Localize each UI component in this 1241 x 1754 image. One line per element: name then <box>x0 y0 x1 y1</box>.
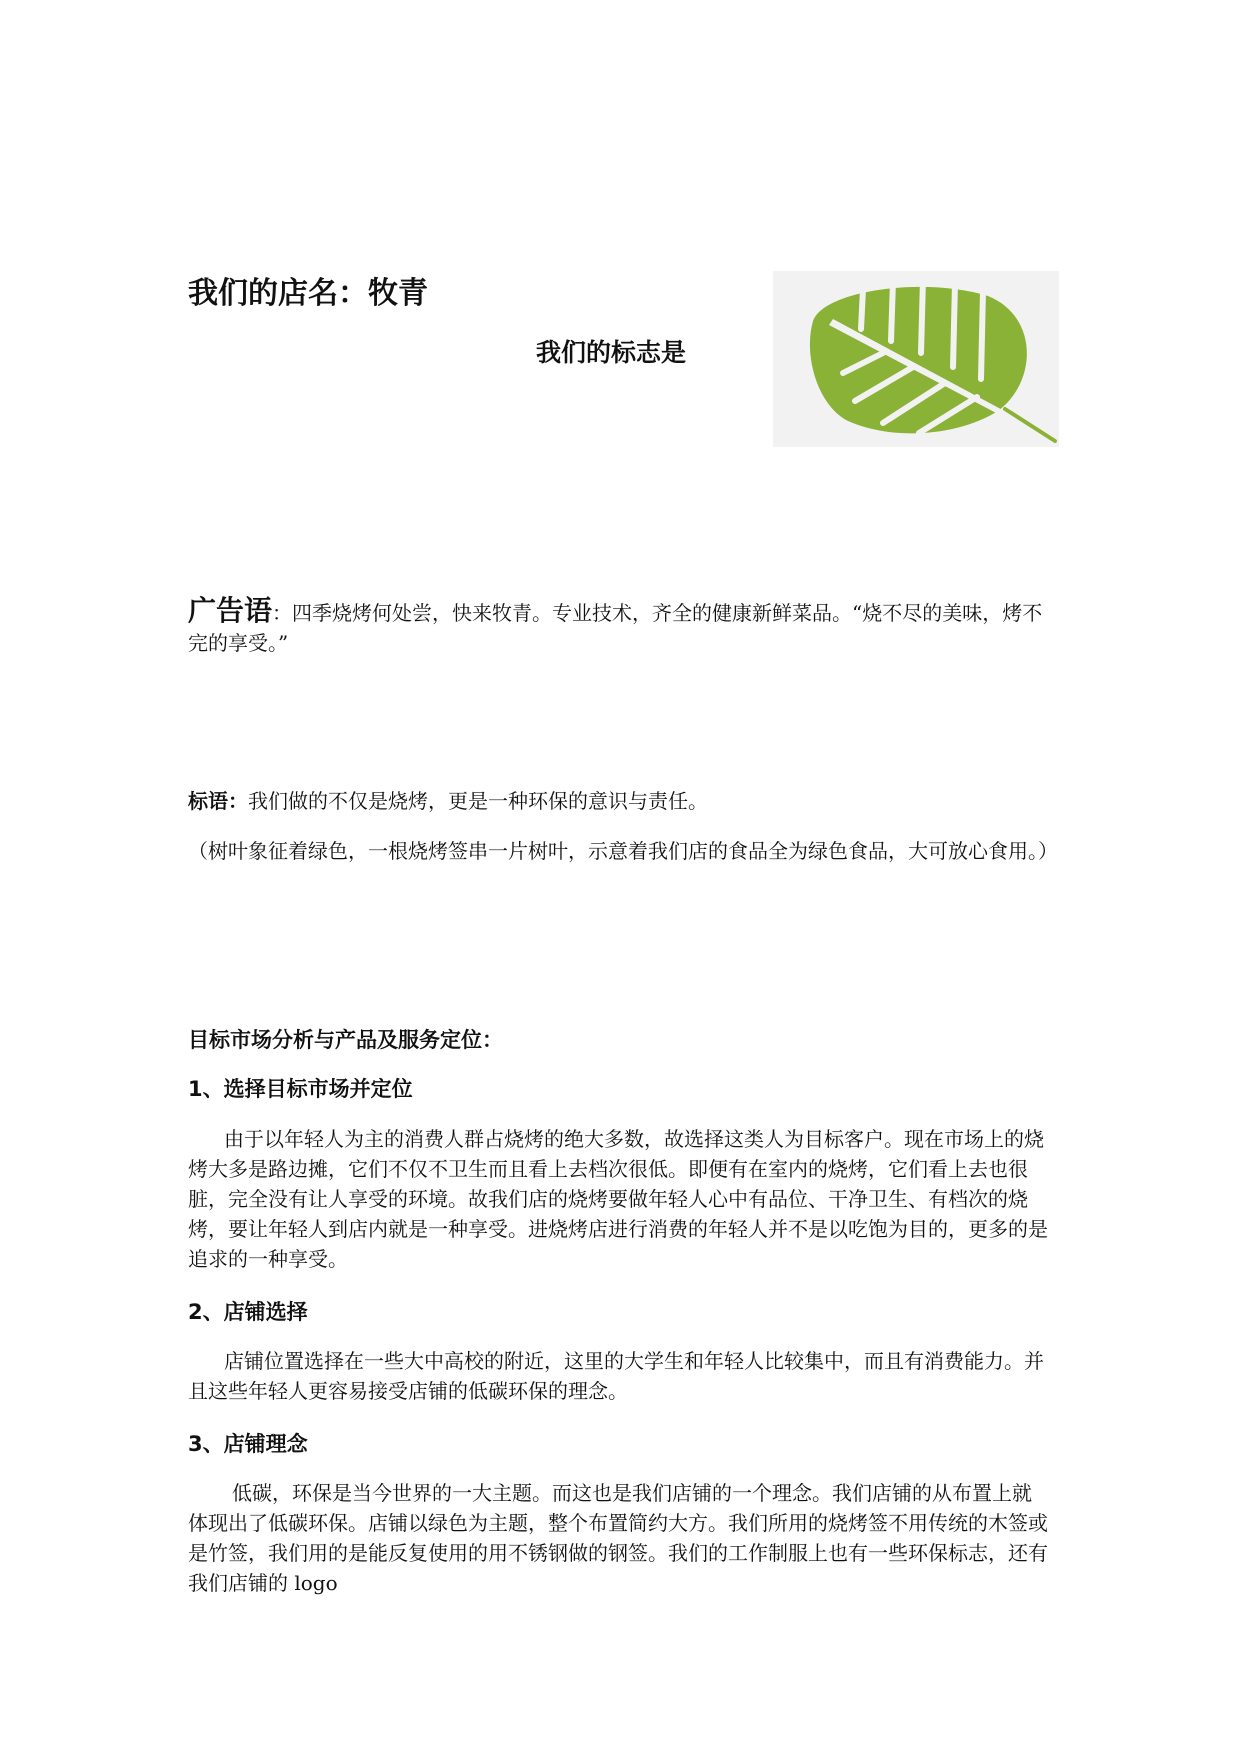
slogan-note: （树叶象征着绿色，一根烧烤签串一片树叶，示意着我们店的食品全为绿色食品，大可放心食用。） <box>188 839 1058 863</box>
section-heading-3: 3、店铺理念 <box>188 1432 308 1456</box>
leaf-logo-image <box>773 271 1059 447</box>
ad-text: ：四季烧烤何处尝，快来牧青。专业技术，齐全的健康新鲜菜品。“烧不尽的美味，烤不完的享受。” <box>188 601 1043 655</box>
green-leaf-skewer-logo-icon <box>773 271 1059 447</box>
slogan-label: 标语： <box>188 789 248 813</box>
section-heading-2: 2、店铺选择 <box>188 1300 308 1324</box>
section-body-1: 由于以年轻人为主的消费人群占烧烤的绝大多数，故选择这类人为目标客户。现在市场上的烧烤大多是路边摊，它们不仅不卫生而且看上去档次很低。即便有在室内的烧烤，它们看上去也很脏，完全没有让人享受的环境。故我们店的烧烤要做年轻人心中有品位、干净卫生、有档次的烧烤，要让年轻人到店内就是一种享受。进烧烤店进行消费的年轻人并不是以吃饱为目的，更多的是追求的一种享受。 <box>188 1127 1048 1271</box>
section-heading-1: 1、选择目标市场并定位 <box>188 1077 413 1101</box>
section-body-2: 店铺位置选择在一些大中高校的附近，这里的大学生和年轻人比较集中，而且有消费能力。并且这些年轻人更容易接受店铺的低碳环保的理念。 <box>188 1349 1044 1403</box>
analysis-title: 目标市场分析与产品及服务定位： <box>188 1028 503 1052</box>
logo-caption: 我们的标志是 <box>536 338 687 367</box>
advertising-slogan <box>188 596 1048 658</box>
slogan-text: 我们做的不仅是烧烤，更是一种环保的意识与责任。 <box>248 789 708 813</box>
store-name-heading: 我们的店名：牧青 <box>188 276 428 311</box>
ad-label: 广告语 <box>188 594 273 627</box>
section-body-3: 低碳，环保是当今世界的一大主题。而这也是我们店铺的一个理念。我们店铺的从布置上就体现出了低碳环保。店铺以绿色为主题，整个布置简约大方。我们所用的烧烤签不用传统的木签或是竹签，我们用的是能反复使用的用不锈钢做的钢签。我们的工作制服上也有一些环保标志，还有我们店铺的 logo <box>188 1481 1048 1595</box>
slogan <box>188 786 1048 816</box>
